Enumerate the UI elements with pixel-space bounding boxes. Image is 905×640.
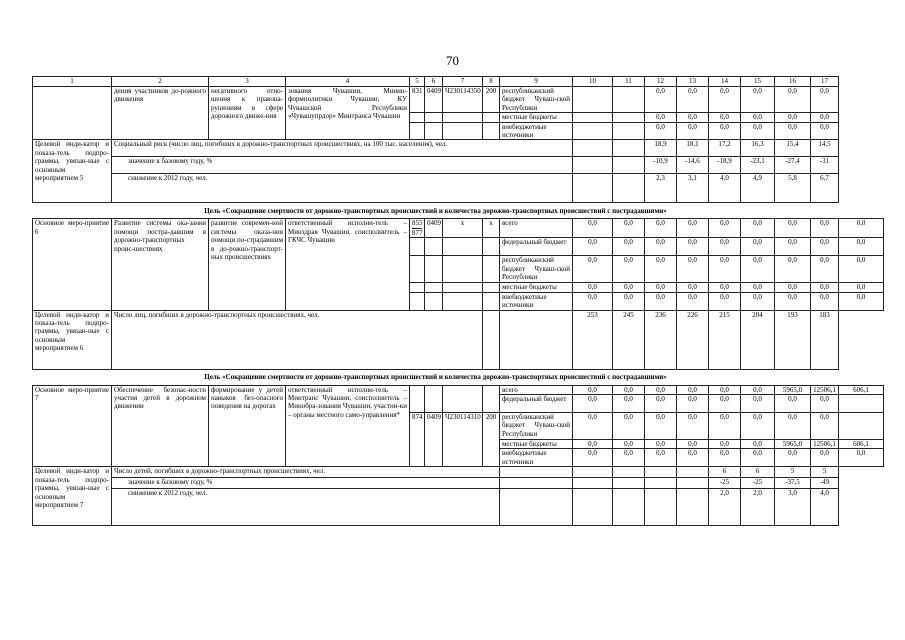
value-cell: 0,0 [811,238,839,256]
code-grbs: 874 [410,413,425,467]
column-number: 5 [410,77,425,87]
value-cell: 0,0 [613,256,645,283]
indicator7-row [33,478,884,489]
value-cell [613,122,645,140]
value-cell [613,478,645,489]
value-cell: 0,0 [709,283,741,292]
value-cell: 0,0 [645,440,677,449]
value-cell [677,467,709,478]
code-target: Ч230114310 [443,413,483,467]
value-cell: 3,1 [677,174,709,203]
column-number: 3 [209,77,286,87]
value-cell: 0,0 [741,283,775,292]
indicator7-row [33,489,884,526]
value-cell: 5965,0 [775,440,811,449]
source-label: местные бюджеты [500,440,573,449]
code-type: 200 [483,87,500,113]
value-cell [573,467,613,478]
value-cell: 0,0 [677,413,709,440]
header-row [33,77,884,87]
value-cell: 16,3 [741,140,775,157]
indicator-text: значение к базовому году, % [128,157,213,166]
value-cell: 0,0 [677,385,709,394]
block0-c2: дения участников до-рожного движения [112,87,209,140]
value-cell: 2,3 [645,174,677,203]
block6-c3: развитие современ-ной системы оказа-ния помощи по-страдавшим в до-рожно-транспорт-ных происшествиях [209,219,286,310]
value-cell: 0,0 [839,292,884,310]
value-cell: 15,4 [775,140,811,157]
value-cell: 5 [811,467,839,478]
indicator5-row [33,157,884,174]
column-number: 10 [573,77,613,87]
indicator-text: Число детей, погибших в дорожно-транспортных происшествиях, чел. [112,467,500,478]
value-cell [573,87,613,113]
value-cell: 6 [709,467,741,478]
value-cell: 606,1 [839,385,884,394]
source-label: республиканский бюджет Чуваш-ской Республики [500,413,573,440]
value-cell: 0,0 [741,385,775,394]
column-number: 9 [500,77,573,87]
value-cell: 0,0 [741,113,775,122]
program-table [32,76,884,526]
value-cell: 0,0 [741,256,775,283]
block6-c4: ответственный исполни-тель – Минздрав Чувашии, соисполнитель – ГКЧС Чувашии [286,219,410,310]
value-cell: -10,9 [645,157,677,174]
value-cell: 0,0 [645,219,677,238]
value-cell: 0,0 [645,238,677,256]
value-cell: 0,0 [741,395,775,413]
value-cell: 0,0 [677,256,709,283]
value-cell: -23,1 [741,157,775,174]
value-cell: 0,0 [709,122,741,140]
value-cell: 0,0 [811,395,839,413]
value-cell: -25 [741,478,775,489]
value-cell [573,478,613,489]
page-number: 70 [446,53,459,68]
value-cell: 18,1 [677,140,709,157]
value-cell: 0,0 [839,256,884,283]
value-cell [613,467,645,478]
value-cell: 0,0 [709,238,741,256]
source-label: федеральный бюджет [500,395,573,413]
column-number: 15 [741,77,775,87]
indicator-text: снижение к 2012 году, чел. [128,174,208,183]
indicator6-label: Целевой инди-катор и показа-тель подпро-граммы, увязан-ные с основным мероприятием 6 [33,310,112,369]
value-cell: 2,0 [741,489,775,526]
column-number: 2 [112,77,209,87]
value-cell: 0,0 [709,449,741,467]
value-cell [677,489,709,526]
value-cell [500,467,573,478]
value-cell [839,395,884,413]
code-type: x [483,219,500,238]
value-cell: 0,0 [811,113,839,122]
value-cell [573,140,613,157]
column-number: 7 [443,77,483,87]
value-cell: 17,2 [709,140,741,157]
value-cell: 14,5 [811,140,839,157]
value-cell: 0,0 [775,238,811,256]
value-cell: 204 [741,310,775,369]
goal-heading: Цель «Сокращение смертности от дорожно-транспортных происшествий и количества дорожно-транспортных происшествий с пострадавшими» [33,369,839,385]
indicator7-label: Целевой инди-катор и показа-тель подпро-граммы, увязан-ные с основным мероприятием 7 [33,467,112,526]
value-cell: 0,0 [811,256,839,283]
value-cell: 253 [573,310,613,369]
code-target: Ч230114350 [443,87,483,113]
value-cell: 12506,1 [811,385,839,394]
value-cell: 0,0 [811,122,839,140]
value-cell: 5 [775,467,811,478]
value-cell: 0,0 [775,87,811,113]
value-cell: 0,0 [573,238,613,256]
value-cell [613,174,645,203]
value-cell: 0,0 [677,122,709,140]
value-cell: 0,0 [709,256,741,283]
value-cell: 0,0 [645,283,677,292]
value-cell: 0,0 [741,440,775,449]
value-cell: 0,0 [645,292,677,310]
block7-c1: Основное меро-приятие 7 [33,385,112,467]
value-cell: 0,0 [775,395,811,413]
block6-c1: Основное меро-приятие 6 [33,219,112,310]
value-cell: 5,8 [775,174,811,203]
value-cell: 0,0 [613,385,645,394]
value-cell: 0,0 [709,113,741,122]
value-cell: 193 [775,310,811,369]
value-cell: 0,0 [645,113,677,122]
value-cell: 0,0 [839,283,884,292]
source-label: внебюджетные источники [500,292,573,310]
value-cell: 0,0 [645,395,677,413]
value-cell: 0,0 [709,292,741,310]
value-cell: 0,0 [775,219,811,238]
value-cell: 0,0 [775,449,811,467]
value-cell [613,489,645,526]
value-cell: -25 [709,478,741,489]
value-cell: 0,0 [811,87,839,113]
indicator-text: Число лиц, погибших в дорожно-транспортных происшествиях, чел. [112,310,483,369]
value-cell: 0,0 [775,413,811,440]
value-cell: 0,0 [741,219,775,238]
value-cell: 0,0 [709,219,741,238]
value-cell: 0,0 [573,385,613,394]
indicator5-label: Целевой инди-катор и показа-тель подпро-граммы, увязан-ные с основным мероприятием 5 [33,140,112,203]
code-grbs: 831 [410,87,425,113]
value-cell: 0,0 [613,413,645,440]
value-cell: 0,0 [839,238,884,256]
column-number: 14 [709,77,741,87]
value-cell [573,157,613,174]
value-cell: 0,0 [709,413,741,440]
value-cell: 0,0 [677,292,709,310]
value-cell [677,478,709,489]
value-cell [613,87,645,113]
value-cell: 0,0 [741,449,775,467]
value-cell: 4,0 [811,489,839,526]
code-section: 0409 [425,87,443,113]
value-cell: 606,1 [839,440,884,449]
value-cell [645,467,677,478]
value-cell: 0,0 [645,385,677,394]
source-label: федеральный бюджет [500,238,573,256]
indicator5-row [33,140,884,157]
table-body [33,77,884,526]
block6-c2: Развитие системы ока-зания помощи постра-давшим в дорожно-транспортных проис-шествиях [112,219,209,310]
source-label: местные бюджеты [500,113,573,122]
value-cell: 245 [613,310,645,369]
value-cell: 0,0 [645,122,677,140]
source-label: местные бюджеты [500,283,573,292]
value-cell: 0,0 [645,87,677,113]
value-cell: 0,0 [811,292,839,310]
block7-row [33,385,884,394]
value-cell: 0,0 [709,385,741,394]
value-cell: 0,0 [573,292,613,310]
value-cell: 0,0 [677,449,709,467]
value-cell: 0,0 [677,395,709,413]
value-cell: 0,0 [613,292,645,310]
value-cell: 0,0 [645,449,677,467]
block6-row [33,219,884,238]
value-cell: 0,0 [573,256,613,283]
value-cell: 0,0 [573,283,613,292]
goal-heading: Цель «Сокращение смертности от дорожно-транспортных происшествий и количества дорожно-транспортных происшествий с пострадавшими» [33,203,839,219]
value-cell: 0,0 [839,449,884,467]
block0-c4: зования Чувашии, Минин-формполитики Чувашии, КУ Чувашской Республики «Чувашупрдор» Минтранса Чувашии [286,87,410,140]
column-number: 1 [33,77,112,87]
indicator5-row [33,174,884,203]
column-number: 17 [811,77,839,87]
value-cell: 0,0 [573,440,613,449]
value-cell: 0,0 [775,283,811,292]
value-cell: 0,0 [677,113,709,122]
value-cell: 0,0 [573,395,613,413]
value-cell: 0,0 [775,292,811,310]
block0-row [33,87,884,113]
column-number: 4 [286,77,410,87]
source-label: внебюджетные источники [500,122,573,140]
value-cell: 12506,1 [811,440,839,449]
code-type: 200 [483,413,500,467]
value-cell: 0,0 [645,413,677,440]
value-cell: 0,0 [709,87,741,113]
code-grbs: 855 [412,219,423,228]
value-cell: 183 [811,310,839,369]
value-cell [613,157,645,174]
value-cell: -14,6 [677,157,709,174]
code-section: 0409 [425,219,443,238]
value-cell [645,489,677,526]
value-cell [839,413,884,440]
value-cell: 2,0 [709,489,741,526]
value-cell: 0,0 [709,440,741,449]
value-cell: 4,0 [709,174,741,203]
value-cell: -18,9 [709,157,741,174]
value-cell: 0,0 [645,256,677,283]
value-cell [500,489,573,526]
column-number: 13 [677,77,709,87]
value-cell: 6,7 [811,174,839,203]
code-grbs: 877 [412,228,423,237]
value-cell: 0,0 [613,238,645,256]
value-cell: -31 [811,157,839,174]
value-cell: 6 [741,467,775,478]
column-number: 8 [483,77,500,87]
value-cell [573,489,613,526]
value-cell: 0,0 [811,283,839,292]
source-label: внебюджетные источники [500,449,573,467]
value-cell: 0,0 [741,413,775,440]
value-cell [645,478,677,489]
indicator-text: значение к базовому году, % [128,478,213,487]
source-label: республиканский бюджет Чуваш-ской Республики [500,256,573,283]
value-cell: 3,0 [775,489,811,526]
indicator6-row [33,310,884,369]
value-cell: -37,5 [775,478,811,489]
value-cell: 0,0 [741,122,775,140]
block7-c2: Обеспечение безопас-ности участия детей в дорожном движении [112,385,209,467]
value-cell: -27,4 [775,157,811,174]
column-number: 11 [613,77,645,87]
column-number: 6 [425,77,443,87]
value-cell: 0,0 [613,283,645,292]
value-cell: 0,0 [613,219,645,238]
value-cell [613,113,645,122]
value-cell [483,310,500,369]
code-target: x [443,219,483,238]
value-cell: 0,0 [677,87,709,113]
value-cell: 0,0 [811,219,839,238]
value-cell: 0,0 [677,440,709,449]
value-cell [573,174,613,203]
source-label: всего [500,219,573,238]
indicator7-row [33,467,884,478]
value-cell: 0,0 [677,219,709,238]
value-cell: -49 [811,478,839,489]
value-cell: 0,0 [741,292,775,310]
value-cell: 0,0 [811,413,839,440]
source-label: всего [500,385,573,394]
indicator-text: снижение к 2012 году, чел. [128,489,208,498]
value-cell: 0,0 [677,283,709,292]
block0-c3: негативного отно-шения к правона-рушениям в сфере дорожного движе-ния [209,87,286,140]
value-cell: 226 [677,310,709,369]
value-cell [613,140,645,157]
indicator-text: Социальный риск (число лиц, погибших в дорожно-транспортных происшествиях, на 100 тыс. населения), чел. [112,140,573,157]
value-cell [500,478,573,489]
block0-c1 [33,87,112,140]
column-number: 16 [775,77,811,87]
source-label: республиканский бюджет Чуваш-ской Республики [500,87,573,113]
value-cell [500,310,573,369]
value-cell: 0,0 [573,413,613,440]
column-number: 12 [645,77,677,87]
value-cell: 5965,0 [775,385,811,394]
value-cell: 0,0 [613,440,645,449]
value-cell: 0,0 [839,219,884,238]
value-cell: 0,0 [775,256,811,283]
block7-c3: формирование у детей навыков без-опасного поведения на дорогах [209,385,286,467]
value-cell: 0,0 [775,122,811,140]
value-cell: 0,0 [677,238,709,256]
value-cell: 0,0 [573,449,613,467]
value-cell: 236 [645,310,677,369]
value-cell: 0,0 [613,449,645,467]
block7-c4: ответственный исполни-тель – Минтранс Чувашии, соисполнитель – Минобра-зования Чувашии, участни-ки – органы местного само-управления* [286,385,410,467]
value-cell [573,113,613,122]
value-cell: 4,9 [741,174,775,203]
value-cell: 18,9 [645,140,677,157]
value-cell [573,122,613,140]
value-cell: 0,0 [573,219,613,238]
value-cell: 0,0 [811,449,839,467]
value-cell: 0,0 [741,87,775,113]
value-cell: 0,0 [709,395,741,413]
goal-row [33,203,884,219]
value-cell: 0,0 [741,238,775,256]
value-cell: 215 [709,310,741,369]
goal-row [33,369,884,385]
value-cell: 0,0 [775,113,811,122]
value-cell: 0,0 [613,395,645,413]
code-section: 0409 [425,413,443,467]
